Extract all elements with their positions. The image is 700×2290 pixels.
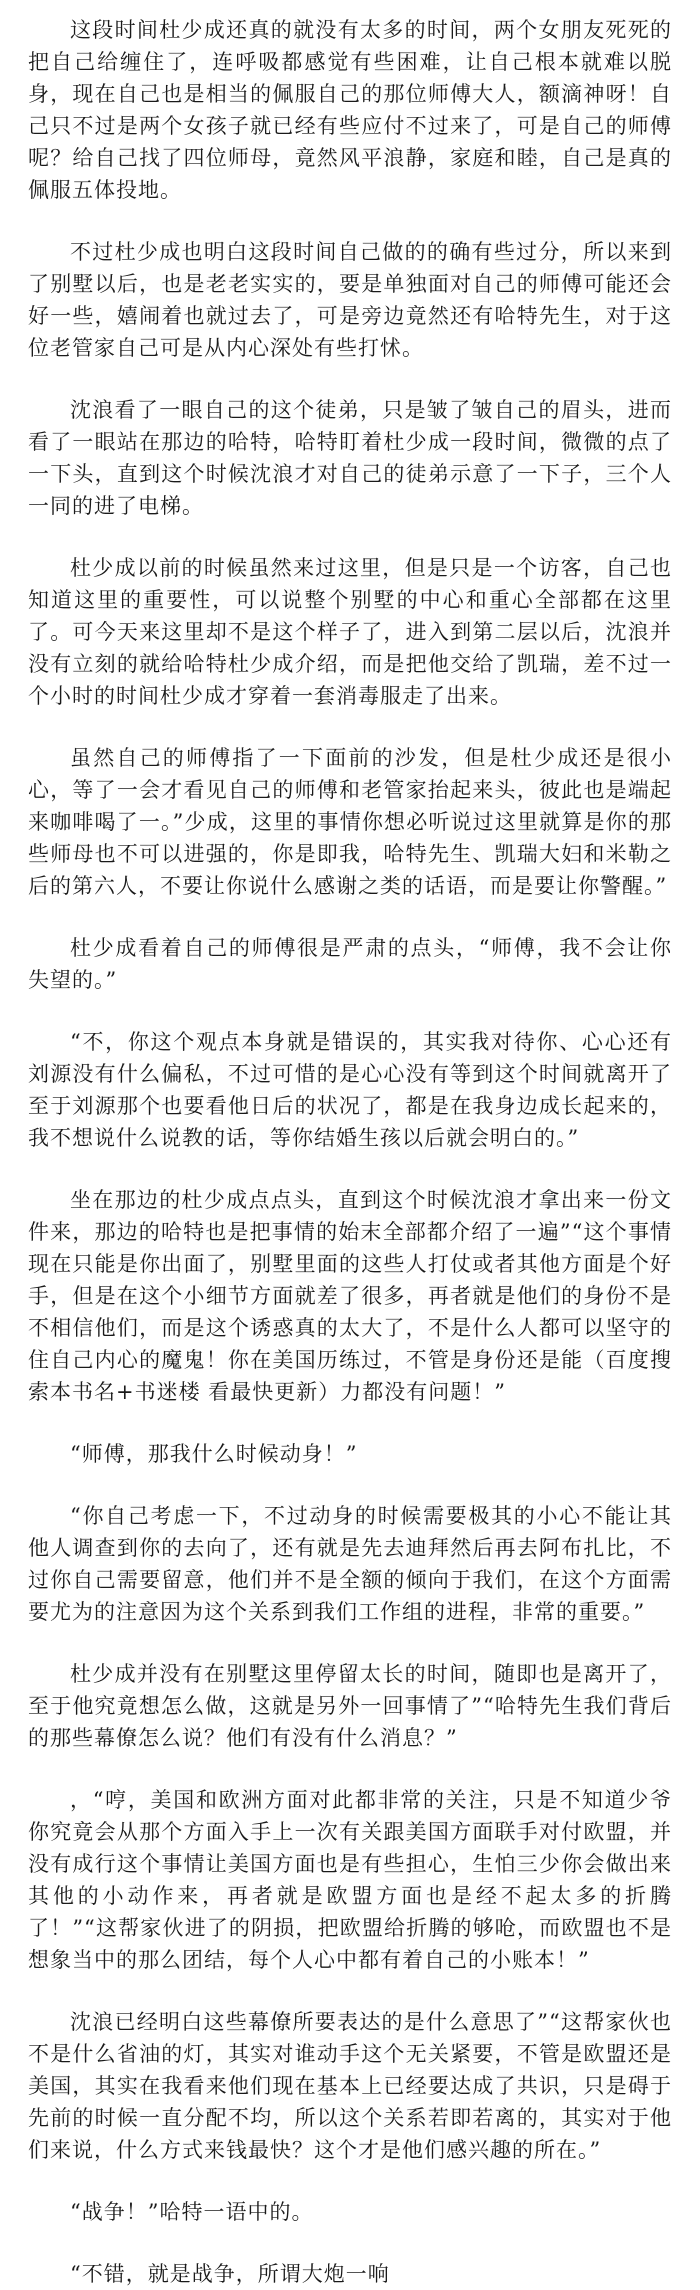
- paragraph-11: 杜少成并没有在别墅这里停留太长的时间，随即也是离开了，至于他究竟想怎么做，这就是另外一回事情了”“哈特先生我们背后的那些幕僚怎么说？他们有没有什么消息？”: [28, 1662, 672, 1750]
- paragraph-9: “师傅，那我什么时候动身！”: [70, 1442, 358, 1466]
- paragraph-7: “不，你这个观点本身就是错误的，其实我对待你、心心还有刘源没有什么偏私，不过可惜的是心心没有等到这个时间就离开了至于刘源那个也要看他日后的状况了，都是在我身边成长起来的，我不想说什么说教的话，等你结婚生孩以后就会明白的。”: [28, 1030, 672, 1150]
- paragraph-1: 这段时间杜少成还真的就没有太多的时间，两个女朋友死死的把自己给缠住了，连呼吸都感觉有些困难，让自己根本就难以脱身，现在自己也是相当的佩服自己的那位师傅大人，额滴神呀！自己只不过是两个女孩子就已经有些应付不过来了，可是自己的师傅呢？给自己找了四位师母，竟然风平浪静，家庭和睦，自己是真的佩服五体投地。: [28, 18, 672, 202]
- paragraph-8: 坐在那边的杜少成点点头，直到这个时候沈浪才拿出来一份文件来，那边的哈特也是把事情的始末全部都介绍了一遍”“这个事情现在只能是你出面了，别墅里面的这些人打仗或者其他方面是个好手，但是在这个小细节方面就差了很多，再者就是他们的身份不是不相信他们，而是这个诱惑真的太大了，不是什么人都可以坚守的住自己内心的魔鬼！你在美国历练过，不管是身份还是能（百度搜索本书名+书迷楼 看最快更新）力都没有问题！”: [28, 1188, 672, 1404]
- paragraph-3: 沈浪看了一眼自己的这个徒弟，只是皱了皱自己的眉头，进而看了一眼站在那边的哈特，哈特盯着杜少成一段时间，微微的点了一下头，直到这个时候沈浪才对自己的徒弟示意了一下子，三个人一同的进了电梯。: [28, 398, 672, 518]
- paragraph-14: “战争！”哈特一语中的。: [70, 2200, 314, 2224]
- paragraph-6: 杜少成看着自己的师傅很是严肃的点头，“师傅，我不会让你失望的。”: [28, 936, 672, 992]
- paragraph-13: 沈浪已经明白这些幕僚所要表达的是什么意思了”“这帮家伙也不是什么省油的灯，其实对谁动手这个无关紧要，不管是欧盟还是美国，其实在我看来他们现在基本上已经要达成了共识，只是碍于先前的时候一直分配不均，所以这个关系若即若离的，其实对于他们来说，什么方式来钱最快？这个才是他们感兴趣的所在。”: [28, 2010, 672, 2162]
- paragraph-10: “你自己考虑一下，不过动身的时候需要极其的小心不能让其他人调查到你的去向了，还有就是先去迪拜然后再去阿布扎比，不过你自己需要留意，他们并不是全额的倾向于我们，在这个方面需要尤为的注意因为这个关系到我们工作组的进程，非常的重要。”: [28, 1504, 672, 1624]
- paragraph-2: 不过杜少成也明白这段时间自己做的的确有些过分，所以来到了别墅以后，也是老老实实的，要是单独面对自己的师傅可能还会好一些，嬉闹着也就过去了，可是旁边竟然还有哈特先生，对于这位老管家自己可是从内心深处有些打怵。: [28, 240, 672, 360]
- paragraph-5: 虽然自己的师傅指了一下面前的沙发，但是杜少成还是很小心，等了一会才看见自己的师傅和老管家抬起来头，彼此也是端起来咖啡喝了一。”少成，这里的事情你想必听说过这里就算是你的那些师母也不可以进强的，你是即我，哈特先生、凯瑞大妇和米勒之后的第六人，不要让你说什么感谢之类的话语，而是要让你警醒。”: [28, 746, 672, 898]
- paragraph-15: “不错，就是战争，所谓大炮一响: [70, 2262, 390, 2286]
- paragraph-4: 杜少成以前的时候虽然来过这里，但是只是一个访客，自己也知道这里的重要性，可以说整个别墅的中心和重心全部都在这里了。可今天来这里却不是这个样子了，进入到第二层以后，沈浪并没有立刻的就给哈特杜少成介绍，而是把他交给了凯瑞，差不过一个小时的时间杜少成才穿着一套消毒服走了出来。: [28, 556, 672, 708]
- paragraph-12: ，“哼，美国和欧洲方面对此都非常的关注，只是不知道少爷你究竟会从那个方面入手上一次有关跟美国方面联手对付欧盟，并没有成行这个事情让美国方面也是有些担心，生怕三少你会做出来其他的小动作来，再者就是欧盟方面也是经不起太多的折腾了！”“这帮家伙进了的阴损，把欧盟给折腾的够呛，而欧盟也不是想象当中的那么团结，每个人心中都有着自己的小账本！”: [28, 1788, 672, 1972]
